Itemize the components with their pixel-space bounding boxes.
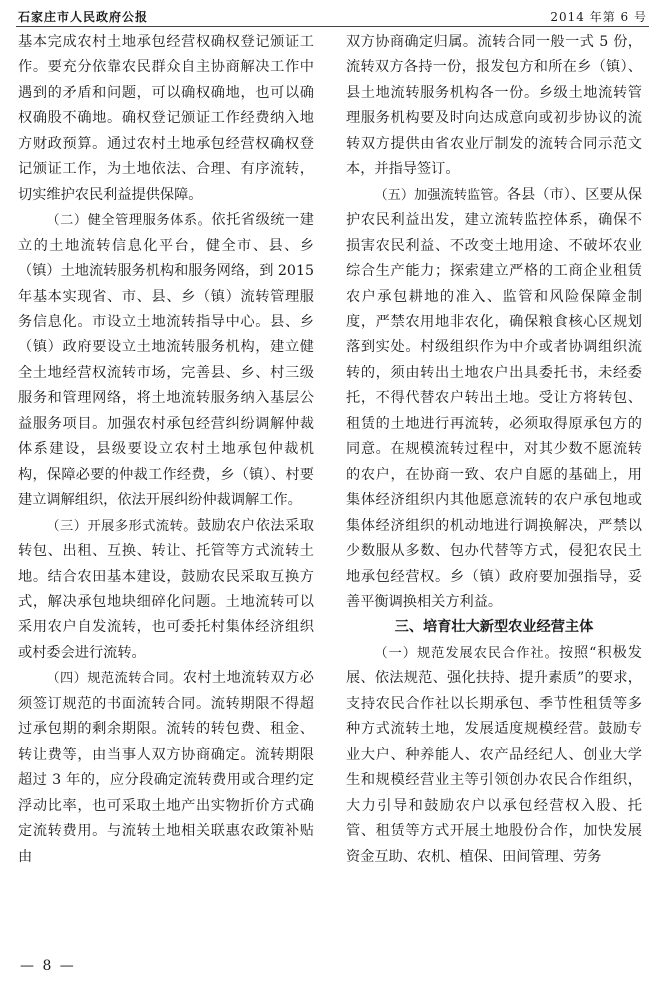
paragraph-lead: （三）开展多形式流转。 [46, 518, 197, 534]
paragraph-body: 各县（市）、区要从保护农民利益出发，建立流转监控体系，确保不损害农民利益、不改变土地用途、不破坏农业综合生产能力；探索建立严格的工商企业租赁农户承包耕地的准入、监管和风险保障金制度，严禁农用地非农化，确保粮食核心区规划落到实处。村级组织作为中介或者协调组织流转的，须由转出土地农户出具委托书，未经委托，不得代替农户转出土地。受让方将转包、租赁的土地进行再流转，必须取得原承包方的同意。在规模流转过程中，对其少数不愿流转的农户，在协商一致、农户自愿的基础上，用集体经济组织内其他愿意流转的农户承包地或集体经济组织的机动地进行调换解决，严禁以少数服从多数、包办代替等方式，侵犯农民土地承包经营权。乡（镇）政府要加强指导，妥善平衡调换相关方利益。 [346, 186, 643, 610]
paragraph-body: 按照“积极发展、依法规范、强化扶持、提升素质”的要求，支持农民合作社以长期承包、季节性租赁等多种方式流转土地，发展适度规模经营。鼓励专业大户、种养能人、农产品经纪人、创业大学生和规模经营业主等引领创办农民合作组织，大力引导和鼓励农户以承包经营权入股、托管、租赁等方式开展土地股份合作，加快发展资金互助、农机、植保、田间管理、劳务 [346, 644, 642, 865]
paragraph [346, 183, 642, 616]
issue-number: 2014 年第 6 号 [550, 10, 647, 24]
publication-title: 石家庄市人民政府公报 [18, 10, 149, 24]
paragraph: 双方协商确定归属。流转合同一般一式 5 份，流转双方各持一份，报发包方和所在乡（镇）、县土地流转服务机构各一份。乡级土地流转管理服务机构要及时向达成意向或初步协议的流转双方提供由省农业厅制发的流转合同示范文本，并指导签订。 [346, 34, 642, 178]
paragraph [346, 641, 642, 870]
page-header [16, 4, 649, 27]
paragraph-lead: （二）健全管理服务体系。 [46, 213, 212, 229]
page-number: — 8 — [20, 958, 76, 974]
paragraph [18, 514, 314, 667]
paragraph-lead: （一）规范发展农民合作社。 [374, 645, 559, 661]
paragraph-body: 依托省级统一建立的土地流转信息化平台，健全市、县、乡（镇）土地流转服务机构和服务网络，到 2015 年基本实现省、市、县、乡（镇）流转管理服务信息化。市设立土地流转指导中心。县、乡（镇）政府要设立土地流转服务机构，建立健全土地经营权流转市场，完善县、乡、村三级服务和管理网络，将土地流转服务纳入基层公益服务项目。加强农村承包经营纠纷调解仲裁体系建设，县级要设立农村土地承包仲裁机构，保障必要的仲裁工作经费，乡（镇）、村要建立调解组织，依法开展纠纷仲裁调解工作。 [18, 212, 314, 509]
text-column-left [18, 30, 314, 870]
paragraph: 基本完成农村土地承包经营权确权登记颁证工作。要充分依靠农民群众自主协商解决工作中遇到的矛盾和问题，可以确权确地，也可以确权确股不确地。确权登记颁证工作经费纳入地方财政预算。通过农村土地承包经营权确权登记颁证工作，为土地依法、合理、有序流转，切实维护农民利益提供保障。 [18, 34, 314, 203]
paragraph-body: 鼓励农户依法采取转包、出租、互换、转让、托管等方式流转土地。结合农田基本建设，鼓励农民采取互换方式，解决承包地块细碎化问题。土地流转可以采用农户自发流转，也可委托村集体经济组织或村委会进行流转。 [18, 517, 314, 661]
section-heading: 三、培育壮大新型农业经营主体 [394, 619, 594, 636]
text-column-right [346, 30, 642, 870]
paragraph [18, 666, 314, 870]
paragraph-lead: （五）加强流转监管。 [374, 187, 507, 203]
paragraph-body: 农村土地流转双方必须签订规范的书面流转合同。流转期限不得超过承包期的剩余期限。流转的转包费、租金、转让费等，由当事人双方协商确定。流转期限超过 3 年的，应分段确定流转费用或合理约定浮动比率，也可采取土地产出实物折价方式确定流转费用。与流转土地相关联惠农政策补贴由 [18, 670, 314, 865]
paragraph-lead: （四）规范流转合同。 [46, 671, 183, 687]
paragraph [18, 208, 314, 513]
